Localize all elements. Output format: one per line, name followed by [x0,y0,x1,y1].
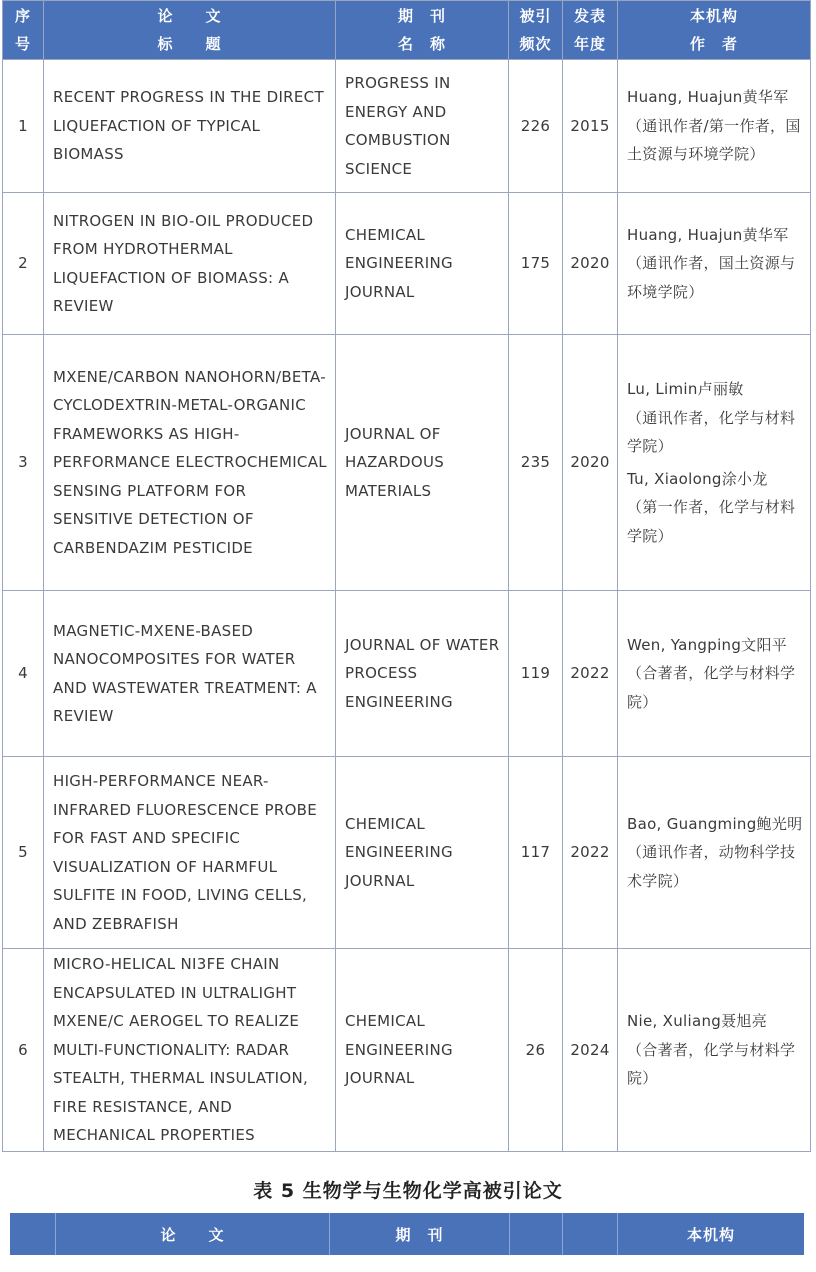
header-index: 序 号 [3,1,44,60]
row-index: 3 [3,335,44,591]
header-title: 论 文 标 题 [44,1,336,60]
header-year: 发表 年度 [563,1,618,60]
author-cell [618,591,811,757]
table-5-caption: 表 5 生物学与生物化学高被引论文 [253,1180,563,1202]
author-role: （通讯作者/第一作者，国土资源与环境学院） [627,116,801,164]
author-entry [627,375,804,461]
author-entry [627,221,804,307]
paper-title: HIGH-PERFORMANCE NEAR-INFRARED FLUORESCENCE PROBE FOR FAST AND SPECIFIC VISUALIZATION OF HARMFUL SULFITE IN FOOD, LIVING CELLS, AND ZEBRAFISH [44,757,336,949]
paper-title: MXENE/CARBON NANOHORN/BETA-CYCLODEXTRIN-METAL-ORGANIC FRAMEWORKS AS HIGH-PERFORMANCE ELECTROCHEMICAL SENSING PLATFORM FOR SENSITIVE DETECTION OF CARBENDAZIM PESTICIDE [44,335,336,591]
author-role: （合著者，化学与材料学院） [627,1040,796,1087]
author-name: Bao, Guangming鲍光明 [627,814,803,833]
table-4-header-row [3,1,811,60]
citation-count: 117 [509,757,563,949]
journal-name: JOURNAL OF HAZARDOUS MATERIALS [336,335,509,591]
citation-count: 119 [509,591,563,757]
citation-count: 26 [509,949,563,1152]
table-row [3,949,811,1152]
publication-year: 2022 [563,591,618,757]
author-name: Huang, Huajun黄华军 [627,225,789,244]
row-index: 2 [3,193,44,335]
citation-count: 235 [509,335,563,591]
header-year-blank [563,1213,618,1255]
author-role: （通讯作者，动物科学技术学院） [627,843,796,890]
table-5-header-row [10,1213,804,1255]
author-cell [618,757,811,949]
author-entry [627,810,804,896]
header-citations-blank [510,1213,563,1255]
journal-name: CHEMICAL ENGINEERING JOURNAL [336,757,509,949]
table-row [3,757,811,949]
author-cell [618,949,811,1152]
author-cell [618,60,811,193]
citation-count: 175 [509,193,563,335]
row-index: 5 [3,757,44,949]
author-name: Huang, Huajun黄华军 [627,88,789,107]
citation-count: 226 [509,60,563,193]
publication-year: 2022 [563,757,618,949]
journal-name: CHEMICAL ENGINEERING JOURNAL [336,193,509,335]
author-role: （通讯作者，化学与材料学院） [627,408,796,455]
paper-title: NITROGEN IN BIO-OIL PRODUCED FROM HYDROTHERMAL LIQUEFACTION OF BIOMASS: A REVIEW [44,193,336,335]
author-name: Tu, Xiaolong涂小龙 [627,469,768,488]
journal-name: PROGRESS IN ENERGY AND COMBUSTION SCIENCE [336,60,509,193]
header-journal: 期 刊 名 称 [336,1,509,60]
header-citations: 被引 频次 [509,1,563,60]
author-name: Lu, Limin卢丽敏 [627,380,744,398]
author-cell [618,193,811,335]
author-name: Wen, Yangping文阳平 [627,635,788,654]
author-entry [627,1007,804,1093]
header-index-blank [10,1213,56,1255]
row-index: 1 [3,60,44,193]
table-row [3,335,811,591]
author-entry [627,83,804,169]
paper-title: RECENT PROGRESS IN THE DIRECT LIQUEFACTION OF TYPICAL BIOMASS [44,60,336,193]
author-role: （通讯作者，国土资源与环境学院） [627,254,796,301]
header-title: 论 文 [56,1213,330,1255]
journal-name: JOURNAL OF WATER PROCESS ENGINEERING [336,591,509,757]
author-cell [618,335,811,591]
author-name: Nie, Xuliang聂旭亮 [627,1012,767,1030]
header-author: 本机构 [686,1225,735,1244]
table-row [3,591,811,757]
table-row [3,60,811,193]
paper-title: MAGNETIC-MXENE-BASED NANOCOMPOSITES FOR WATER AND WASTEWATER TREATMENT: A REVIEW [44,591,336,757]
row-index: 6 [3,949,44,1152]
header-author: 本机构 作 者 [618,1,811,60]
publication-year: 2024 [563,949,618,1152]
publication-year: 2015 [563,60,618,193]
paper-title: MICRO-HELICAL NI3FE CHAIN ENCAPSULATED IN ULTRALIGHT MXENE/C AEROGEL TO REALIZE MULTI-FUNCTIONALITY: RADAR STEALTH, THERMAL INSULATION, FIRE RESISTANCE, AND MECHANICAL PROPERTIES [44,949,336,1152]
publication-year: 2020 [563,193,618,335]
author-role: （合著者，化学与材料学院） [627,664,796,711]
table-row [3,193,811,335]
row-index: 4 [3,591,44,757]
journal-name: CHEMICAL ENGINEERING JOURNAL [336,949,509,1152]
table-4 [2,0,811,1152]
author-entry [627,465,804,551]
publication-year: 2020 [563,335,618,591]
author-role: （第一作者，化学与材料学院） [627,498,796,545]
author-entry [627,631,804,717]
header-journal: 期 刊 [330,1213,510,1255]
